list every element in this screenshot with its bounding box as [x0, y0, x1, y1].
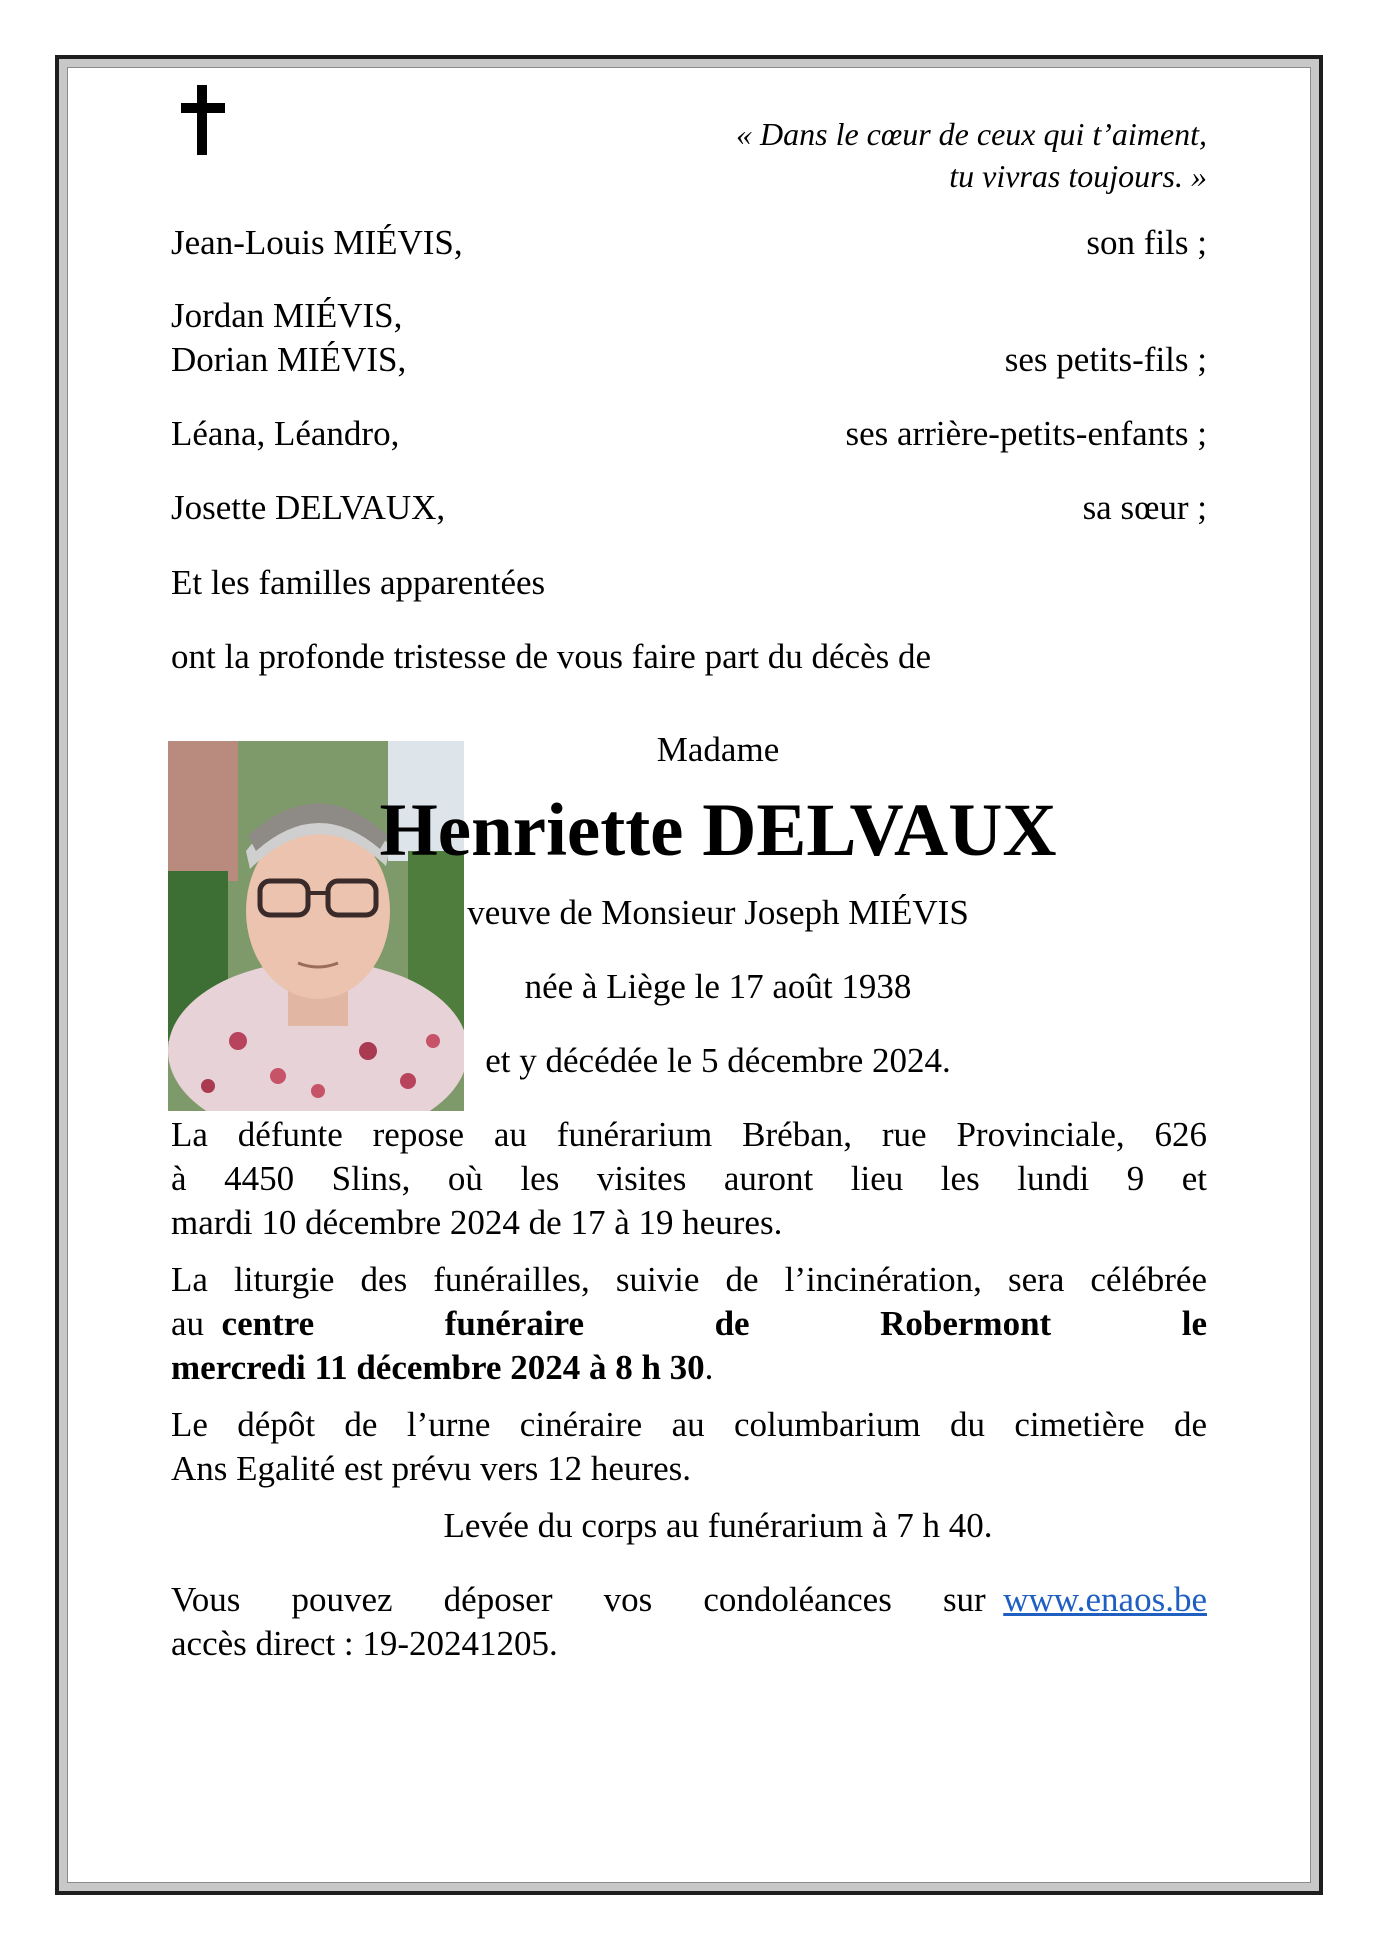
- liturgy-line-1: La liturgie des funérailles, suivie de l’incinération, sera célébrée: [171, 1260, 1207, 1299]
- liturgy-line-2: [171, 1302, 1207, 1346]
- condolences-line-1: [171, 1578, 1207, 1622]
- birth-line: née à Liège le 17 août 1938: [524, 967, 912, 1006]
- family-name: Dorian MIÉVIS,: [171, 340, 407, 379]
- page-content: [67, 67, 1311, 1883]
- cross-icon: [181, 85, 225, 155]
- condolences-paragraph: [171, 1578, 1207, 1666]
- condolences-link[interactable]: www.enaos.be: [1003, 1580, 1207, 1619]
- visits-line-3: mardi 10 décembre 2024 de 17 à 19 heures.: [171, 1203, 783, 1242]
- urn-line-1: Le dépôt de l’urne cinéraire au columbarium du cimetière de: [171, 1405, 1207, 1444]
- family-relation: ses arrière-petits-enfants ;: [845, 414, 1207, 453]
- family-relation: ses petits-fils ;: [1004, 340, 1207, 379]
- widow-of-line: veuve de Monsieur Joseph MIÉVIS: [467, 893, 969, 932]
- page-frame: [55, 55, 1323, 1895]
- visits-line-1: La défunte repose au funérarium Bréban, rue Provinciale, 626: [171, 1115, 1207, 1154]
- quote-line-1: « Dans le cœur de ceux qui t’aiment,: [736, 116, 1207, 152]
- epigraph-quote: [736, 113, 1207, 197]
- announcement-line: ont la profonde tristesse de vous faire part du décès de: [171, 637, 932, 676]
- family-name: Jordan MIÉVIS,: [171, 296, 403, 335]
- liturgy-venue: centre funéraire de Robermont le: [221, 1304, 1207, 1343]
- liturgy-line-3-end: .: [704, 1348, 714, 1387]
- visits-line-2: à 4450 Slins, où les visites auront lieu les lundi 9 et: [171, 1159, 1207, 1198]
- deceased-name: Henriette DELVAUX: [379, 789, 1057, 872]
- deceased-title: Madame: [656, 730, 780, 769]
- quote-line-2: tu vivras toujours. »: [949, 158, 1207, 194]
- access-code-line: accès direct : 19-20241205.: [171, 1624, 558, 1663]
- family-name: Josette DELVAUX,: [171, 488, 446, 527]
- family-row: [171, 221, 1207, 265]
- urn-line-2: Ans Egalité est prévu vers 12 heures.: [171, 1449, 691, 1488]
- visits-paragraph: [171, 1113, 1207, 1245]
- family-name: Jean-Louis MIÉVIS,: [171, 223, 463, 262]
- family-row: [171, 338, 1207, 382]
- liturgy-paragraph: [171, 1258, 1207, 1390]
- family-name: Léana, Léandro,: [171, 414, 400, 453]
- urn-paragraph: [171, 1403, 1207, 1491]
- liturgy-date: mercredi 11 décembre 2024 à 8 h 30: [171, 1348, 705, 1387]
- death-line: et y décédée le 5 décembre 2024.: [485, 1041, 951, 1080]
- family-row: [171, 412, 1207, 456]
- liturgy-line-3: [171, 1346, 1207, 1390]
- families-line: Et les familles apparentées: [171, 563, 546, 602]
- family-row: [171, 486, 1207, 530]
- family-relation: sa sœur ;: [1082, 488, 1207, 527]
- liturgy-line-2-plain: au: [171, 1304, 205, 1343]
- condolences-text: Vous pouvez déposer vos condoléances sur: [171, 1580, 986, 1619]
- levee-line: Levée du corps au funérarium à 7 h 40.: [443, 1506, 993, 1545]
- family-relation: son fils ;: [1086, 223, 1207, 262]
